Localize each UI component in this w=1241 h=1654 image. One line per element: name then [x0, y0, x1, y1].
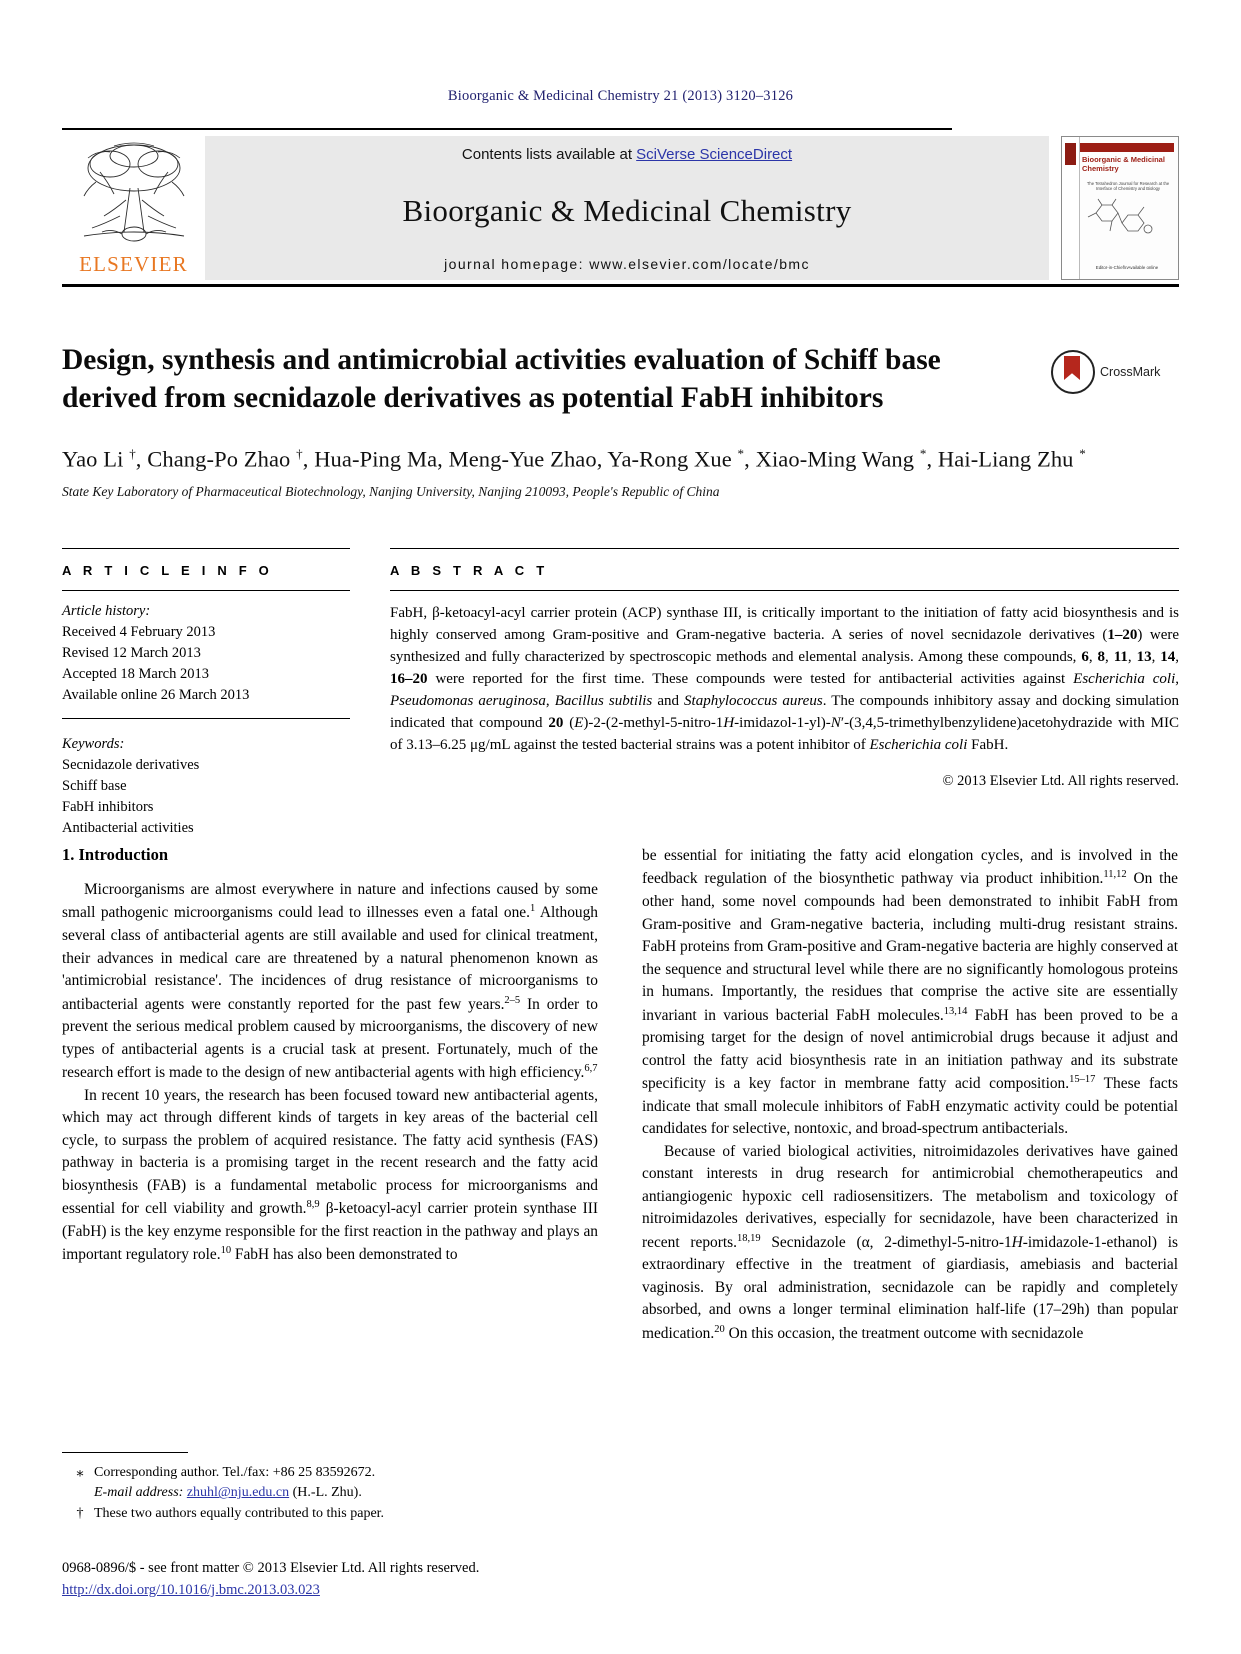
history-item: Accepted 18 March 2013 — [62, 665, 209, 682]
footnote-equal-contribution — [62, 1504, 598, 1524]
footnote-corresponding-text: Corresponding author. Tel./fax: +86 25 83592672. — [94, 1465, 376, 1480]
contents-available-line — [205, 146, 1049, 163]
dagger-icon: † — [76, 1505, 84, 1521]
abstract-column — [390, 548, 1179, 839]
paragraph: In recent 10 years, the research has been focused toward new antibacterial agents, which may act through different kinds of targets in key areas of the bacterial cell cycle, to surpass the problem of acquired resistance. The fatty acid synthesis (FAS) pathway in bacteria is a promising target in the recent research and the fatty acid biosynthesis (FAB) is a fundamental metabolic process for microorganisms and essential for cell viability and growth.$^{8,9}$ β-ketoacyl-acyl carrier protein synthase III (FabH) is the key enzyme responsible for the first reaction in the pathway and plays an important regulatory role.$^{10}$ FabH has also been demonstrated to — [62, 1086, 598, 1264]
section-title-introduction: 1. Introduction — [62, 845, 169, 864]
journal-masthead — [62, 128, 1179, 287]
crossmark-icon — [1051, 350, 1095, 394]
paragraph: Microorganisms are almost everywhere in nature and infections caused by some small pathogenic microorganisms could lead to illnesses even a fatal one.$^1$ Although several class of antibacterial agents are still available and used for clinical treatment, their advances in medical care are threatened by a natural phenomenon known as 'antimicrobial resistance'. The incidences of drug resistance of microorganisms to antibacterial agents were constantly reported for the past few years.$^{2-5}$ In order to prevent the serious medical problem caused by microorganisms, the discovery of new types of antibacterial agents is a crucial task at present. Fortunately, much of the research effort is made to the design of new antibacterial agents with high efficiency.$^{6,7}$ — [62, 881, 598, 1082]
abstract-heading: A B S T R A C T — [390, 563, 549, 578]
paragraph: Because of varied biological activities, nitroimidazoles derivatives have gained constant interests in drug research for antimicrobial chemotherapeutics and antiangiogenic hypoxic cell radiosensitizers. The metabolism and toxicology of nitroimidazoles derivatives, especially for secnidazole, have been characterized in recent reports.$^{18,19}$ Secnidazole (α, 2-dimethyl-5-nitro-1H-imidazole-1-ethanol) is extraordinary effective in the treatment of giardiasis, amebiasis and bacterial vaginosis. By oral administration, secnidazole can be rapidly and completely absorbed, and owns a longer terminal elimination half-life (17–29h) than popular medication.$^{20}$ On this occasion, the treatment outcome with secnidazole — [642, 1142, 1178, 1342]
cover-subtitle-text: The Tetrahedron Journal for Research at the Interface of Chemistry and Biology — [1086, 181, 1170, 192]
body-columns — [62, 845, 1179, 1345]
history-item: Received 4 February 2013 — [62, 623, 216, 640]
keywords-block — [62, 718, 350, 838]
masthead-bottom-rule — [62, 284, 1179, 287]
article-info-heading: A R T I C L E I N F O — [62, 563, 273, 578]
journal-cover-thumbnail — [1061, 136, 1179, 280]
crossmark-label: CrossMark — [1100, 365, 1161, 379]
doi-link[interactable]: http://dx.doi.org/10.1016/j.bmc.2013.03.023 — [62, 1581, 320, 1598]
asterisk-icon: ⁎ — [76, 1465, 84, 1480]
footnote-rule — [62, 1452, 188, 1453]
email-link[interactable]: zhuhl@nju.edu.cn — [186, 1485, 290, 1501]
keyword-item: Antibacterial activities — [62, 819, 194, 836]
contents-prefix-text: Contents lists available at — [461, 146, 637, 163]
footnote-equal-text: These two authors equally contributed to this paper. — [94, 1505, 385, 1521]
cover-chemical-structure-icon — [1086, 197, 1158, 245]
keyword-item: Secnidazole derivatives — [62, 757, 200, 774]
abstract-text: FabH, β-ketoacyl-acyl carrier protein (ACP) synthase III, is critically important to the initiation of fatty acid biosynthesis and is highly conserved among Gram-positive and Gram-negative bacteria. A series of novel secnidazole derivatives (1–20) were synthesized and fully characterized by spectroscopic methods and elemental analysis. Among these compounds, 6, 8, 11, 13, 14, 16–20 were reported for the first time. These compounds were tested for antibacterial activities against Escherichia coli, Pseudomonas aeruginosa, Bacillus subtilis and Staphylococcus aureus. The compounds inhibitory assay and docking simulation indicated that compound 20 (E)-2-(2-methyl-5-nitro-1H-imidazol-1-yl)-N′-(3,4,5-trimethylbenzylidene)acetohydrazide with MIC of 3.13–6.25 μg/mL against the tested bacterial strains was a potent inhibitor of Escherichia coli FabH. — [390, 605, 1180, 754]
elsevier-wordmark: ELSEVIER — [79, 252, 188, 276]
cover-title-text: Bioorganic & Medicinal Chemistry — [1082, 155, 1165, 173]
body-column-left — [62, 845, 598, 1345]
article-history-block — [62, 591, 350, 705]
journal-title: Bioorganic & Medicinal Chemistry — [402, 192, 852, 228]
masthead-top-rule — [62, 128, 952, 130]
cover-top-band — [1080, 143, 1174, 152]
email-owner-text: (H.-L. Zhu). — [292, 1485, 362, 1501]
keywords-label: Keywords: — [62, 736, 125, 753]
sciencedirect-link[interactable]: SciVerse ScienceDirect — [636, 146, 793, 163]
cover-spine — [1062, 137, 1080, 279]
journal-homepage-line[interactable]: journal homepage: www.elsevier.com/locate/bmc — [444, 256, 810, 272]
history-item: Available online 26 March 2013 — [62, 686, 250, 703]
issn-line: 0968-0896/$ - see front matter © 2013 Elsevier Ltd. All rights reserved. — [62, 1560, 480, 1576]
issn-doi-block — [62, 1558, 762, 1602]
email-address-label: E-mail address: — [94, 1485, 184, 1501]
history-item: Revised 12 March 2013 — [62, 644, 201, 661]
title-block — [62, 342, 1179, 500]
keyword-item: FabH inhibitors — [62, 799, 154, 815]
info-abstract-region — [62, 548, 1179, 839]
masthead-center-panel — [205, 136, 1049, 280]
abstract-copyright: © 2013 Elsevier Ltd. All rights reserved. — [942, 773, 1179, 790]
keywords-inner — [62, 730, 350, 838]
paragraph: be essential for initiating the fatty acid elongation cycles, and is involved in the feedback regulation of the biosynthetic pathway via product inhibition.$^{11,12}$ On the other hand, some novel compounds had been demonstrated to inhibit FabH from Gram-positive and Gram-negative bacteria, including multi-drug resistant strains. FabH proteins from Gram-positive and Gram-negative bacteria are highly conserved at the sequence and structural level while there are no significantly homologous proteins in humans. Importantly, the residues that comprise the active site are essentially invariant in various bacterial FabH molecules.$^{13,14}$ FabH has been proved to be a promising target for the design of novel antimicrobial drugs because it adjust and control the fatty acid biosynthesis rate in an initiation pathway and its substrate specificity is a key factor in membrane fatty acid composition.$^{15-17}$ These facts indicate that small molecule inhibitors of FabH enzymatic activity could be potential candidates for selective, nontoxic, and broad-spectrum antibacterials. — [642, 847, 1179, 1138]
article-info-column — [62, 548, 350, 839]
footnotes-block — [62, 1452, 598, 1524]
body-column-right — [642, 845, 1178, 1345]
cover-footer-text: Editor-in-Chief\nAvailable online — [1095, 265, 1159, 271]
article-history-label: Article history: — [62, 603, 151, 619]
running-head: Bioorganic & Medicinal Chemistry 21 (2013) 3120–3126 — [447, 88, 794, 104]
elsevier-tree-icon — [70, 138, 198, 250]
footnote-email-row — [62, 1483, 598, 1503]
cover-spine-block — [1065, 143, 1076, 165]
affiliation: State Key Laboratory of Pharmaceutical Biotechnology, Nanjing University, Nanjing 210093, People's Republic of China — [62, 484, 720, 499]
author-list: Yao Li †, Chang-Po Zhao †, Hua-Ping Ma, Meng-Yue Zhao, Ya-Rong Xue *, Xiao-Ming Wang *, Hai-Liang Zhu * — [62, 445, 1086, 471]
footnote-corresponding-author — [62, 1463, 598, 1483]
elsevier-logo — [62, 136, 205, 280]
crossmark-badge-group[interactable] — [1051, 350, 1179, 394]
keyword-item: Schiff base — [62, 778, 127, 795]
page-title: Design, synthesis and antimicrobial activities evaluation of Schiff base derived from secnidazole derivatives as potential FabH inhibitors — [62, 344, 941, 414]
